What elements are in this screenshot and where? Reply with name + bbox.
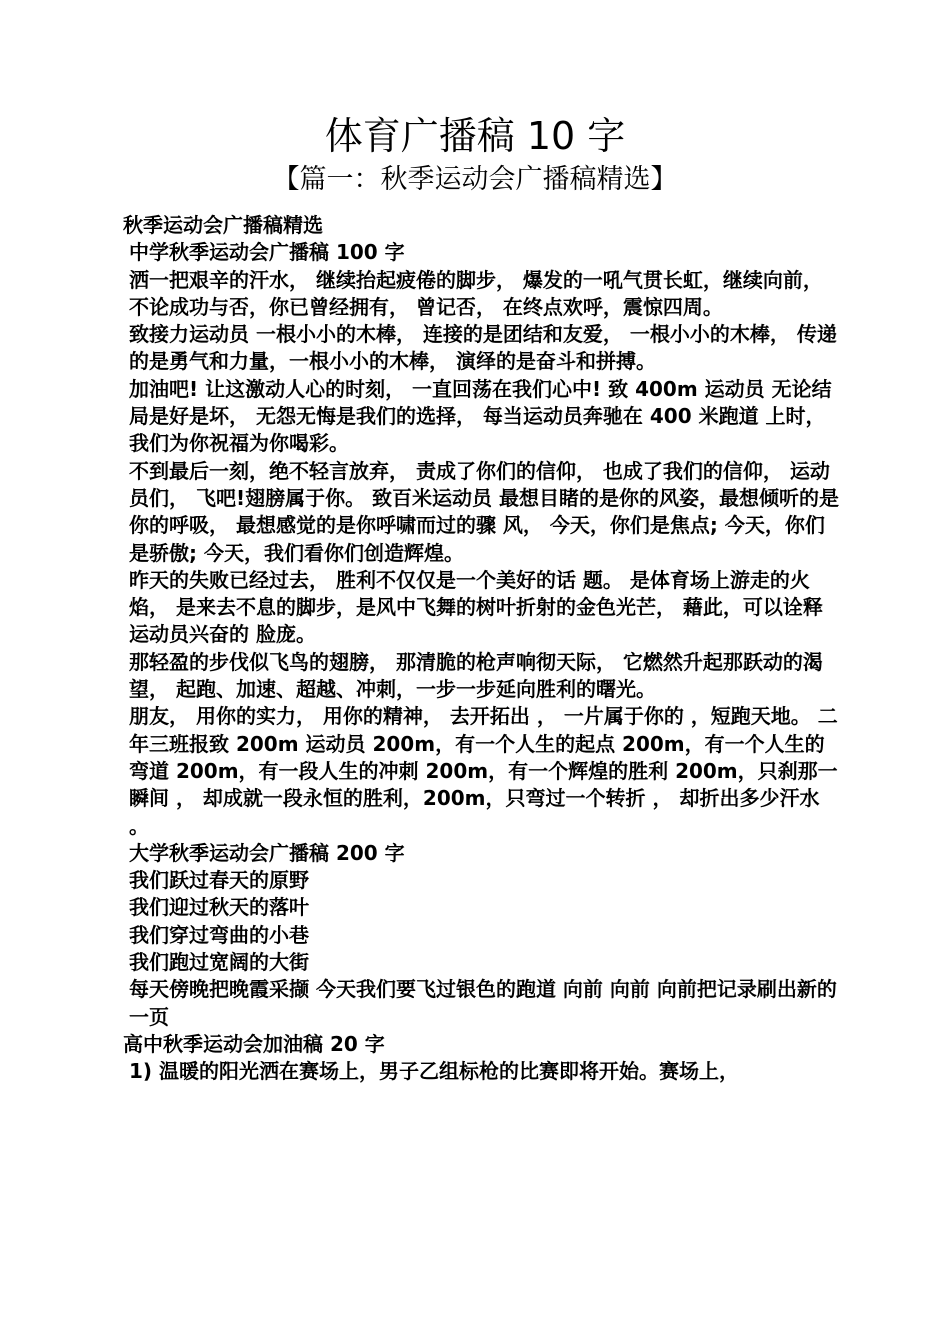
paragraph: 朋友， 用你的实力， 用你的精神， 去开拓出 ， 一片属于你的 ，短跑天地。 二年三班报致 200m 运动员 200m，有一个人生的起点 200m，有一个人生的弯道 200m，有一段人生的冲刺 200m，有一个辉煌的胜利 200m，只刹那一瞬间 ， 却成就一段永恒的胜利，200m，只弯过一个转折 ， 却折出多少汗水 。	[129, 704, 838, 838]
paragraph: 秋季运动会广播稿精选	[123, 213, 323, 237]
paragraph: 我们迎过秋天的落叶	[129, 895, 309, 920]
paragraph: 我们跃过春天的原野	[129, 868, 309, 893]
paragraph: 我们跑过宽阔的大街	[129, 950, 309, 975]
paragraph: 致接力运动员 一根小小的木棒， 连接的是团结和友爱， 一根小小的木棒， 传递的是勇气和力量，一根小小的木棒， 演绎的是奋斗和拼搏。	[129, 322, 837, 374]
paragraph: 那轻盈的步伐似飞鸟的翅膀， 那清脆的枪声响彻天际， 它燃然升起那跃动的渴望， 起跑、加速、超越、冲刺，一步一步延向胜利的曙光。	[129, 649, 823, 702]
paragraph: 加油吧! 让这激动人心的时刻， 一直回荡在我们心中! 致 400m 运动员 无论结局是好是坏， 无怨无悔是我们的选择， 每当运动员奔驰在 400 米跑道 上时， 我们为你祝福为你喝彩。	[129, 376, 832, 456]
paragraph: 大学秋季运动会广播稿 200 字	[129, 840, 405, 865]
document-body	[117, 212, 839, 1086]
document-title: 体育广播稿 10 字	[324, 114, 626, 158]
paragraph: 昨天的失败已经过去， 胜利不仅仅是一个美好的话 题。 是体育场上游走的火焰， 是来去不息的脚步，是风中飞舞的树叶折射的金色光芒， 藉此，可以诠释运动员兴奋的 脸庞。	[129, 567, 823, 647]
paragraph: 每天傍晚把晚霞采撷 今天我们要飞过银色的跑道 向前 向前 向前把记录刷出新的一页	[129, 977, 837, 1029]
paragraph: 高中秋季运动会加油稿 20 字	[123, 1031, 385, 1056]
paragraph: 洒一把艰辛的汗水， 继续抬起疲倦的脚步， 爆发的一吼气贯长虹，继续向前， 不论成功与否，你已曾经拥有， 曾记否， 在终点欢呼，震惊四周。	[129, 267, 823, 319]
paragraph: 不到最后一刻，绝不轻言放弃， 责成了你们的信仰， 也成了我们的信仰， 运动员们， 飞吧!翅膀属于你。 致百米运动员 最想目睹的是你的风姿，最想倾听的是你的呼吸， 最想感觉的是你呼啸而过的骤 风， 今天，你们是焦点; 今天，你们是骄傲; 今天，我们看你们创造辉煌。	[129, 458, 840, 565]
document-subtitle: 【篇一：秋季运动会广播稿精选】	[272, 164, 678, 195]
paragraph: 1) 温暖的阳光洒在赛场上，男子乙组标枪的比赛即将开始。赛场上，	[129, 1059, 740, 1084]
paragraph: 我们穿过弯曲的小巷	[129, 922, 309, 947]
paragraph: 中学秋季运动会广播稿 100 字	[129, 240, 405, 265]
